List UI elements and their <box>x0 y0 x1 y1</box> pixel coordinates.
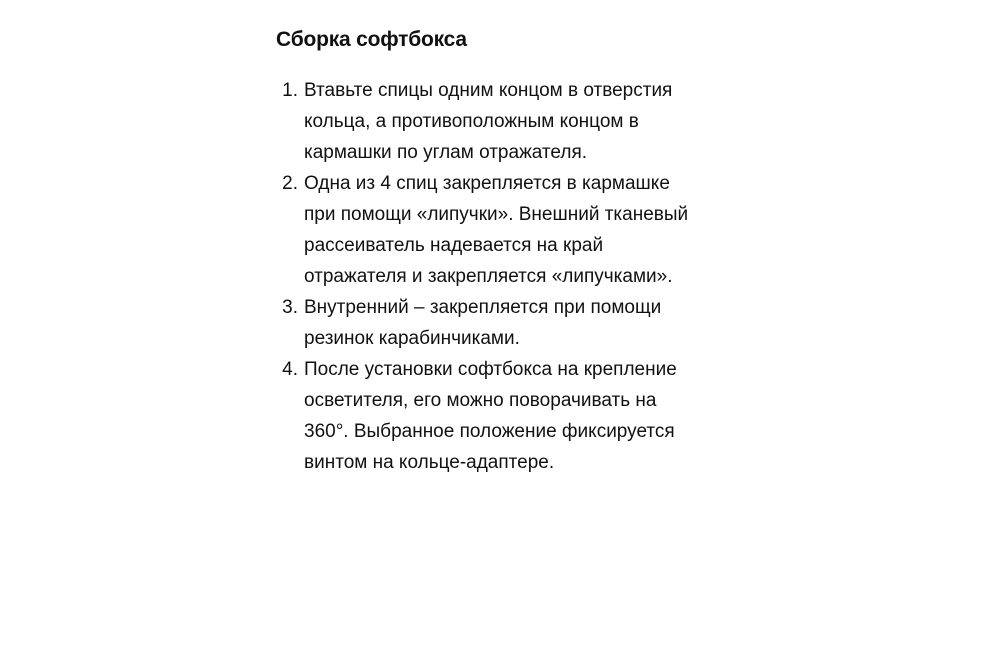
list-item <box>276 354 716 478</box>
step-text: Одна из 4 спиц закрепляется в кармашке при помощи «липучки». Внешний тканевый рассеиватель надевается на край отражателя и закрепляется «липучками». <box>304 173 689 287</box>
section-title: Сборка софтбокса <box>276 28 467 51</box>
step-number: 3. <box>282 297 298 318</box>
step-number: 4. <box>282 359 298 380</box>
step-text: Втавьте спицы одним концом в отверстия кольца, а противоположным концом в кармашки по углам отражателя. <box>304 80 673 163</box>
step-text: Внутренний – закрепляется при помощи резинок карабинчиками. <box>304 297 662 349</box>
step-text: После установки софтбокса на крепление осветителя, его можно поворачивать на 360°. Выбранное положение фиксируется винтом на кольце-адаптере. <box>304 359 677 473</box>
list-item <box>276 292 716 354</box>
step-number: 1. <box>282 80 298 101</box>
step-number: 2. <box>282 173 298 194</box>
list-item <box>276 75 716 168</box>
steps-list <box>276 75 716 478</box>
list-item <box>276 168 716 292</box>
instructions-section <box>276 26 716 478</box>
